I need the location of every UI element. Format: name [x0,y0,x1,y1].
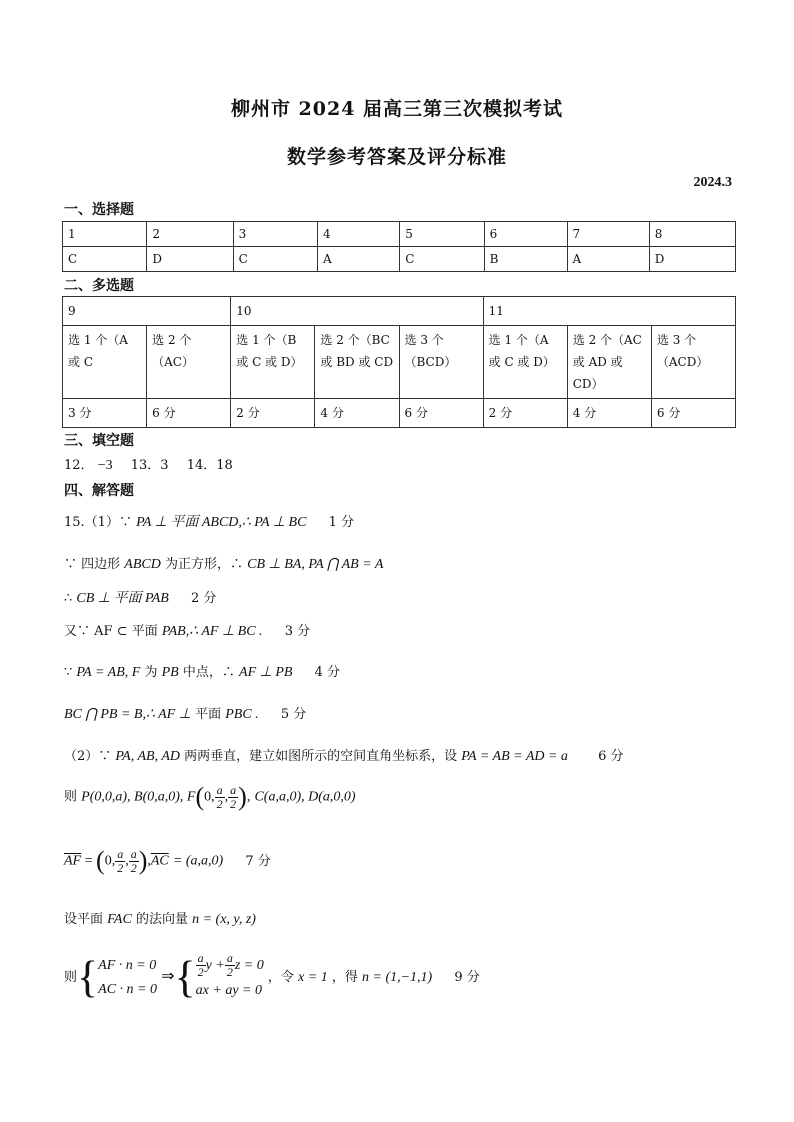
fill-q13-answer: 13．3 [130,458,169,473]
table-cell: 选 3 个（ACD） [651,326,735,399]
table-row [63,297,736,326]
table-row [63,326,736,399]
math: PA, AB, AD [115,749,180,764]
left-brace-icon: { [174,952,196,1002]
exam-date: 2024.3 [693,175,732,190]
table-cell: D [147,247,233,272]
table-cell: 选 1 个（A 或 C [63,326,147,399]
math: P(0,0,a), B(0,a,0), F [81,789,196,805]
table-cell: 3 [233,222,317,247]
left-paren-icon: ( [195,782,205,811]
math: C(a,a,0), D(a,0,0) [254,789,356,805]
table-cell: 10 [231,297,483,326]
text: 的法向量 [135,912,188,927]
text: 为正方形，∴ [164,557,243,572]
math: CB ⊥ BA, PA ⋂ AB = A [247,557,384,572]
table-cell: C [233,247,317,272]
math: PAB,∴ AF ⊥ BC . [161,624,263,639]
table-cell: 选 2 个（AC） [147,326,231,399]
table-cell: A [318,247,400,272]
math: x = 1 [298,970,328,985]
math: n = (x, y, z) [192,912,256,927]
text: 15.（1）∵ [64,515,132,530]
exam-subtitle: 数学参考答案及评分标准 [286,146,507,168]
text: （2）∵ [64,749,112,764]
solution-line-5 [64,661,340,681]
math: AF ⊥ PB [239,665,293,680]
solution-line-4 [64,620,310,640]
equation-system-1 [98,954,157,1002]
math: PB [161,665,179,680]
points: 1 分 [328,515,354,530]
text: 又∵ AF ⊂ 平面 [64,624,158,639]
math: PA = AB, F [76,665,141,680]
table-cell: 7 [567,222,649,247]
vector-af: $\overline{AF}$ [64,853,82,869]
right-paren-icon: ) [138,846,148,875]
table-cell: C [63,247,147,272]
solution-line-9: $\overline{AF} = (0$, $\frac{a}{2}$ , $\frac{a}{2}$ )$,\overline{AC} = (a,a,0)$ 7 分 [64,846,271,875]
text: 则 [64,970,78,985]
math: PA ⊥ 平面 ABCD,∴ PA ⊥ BC [136,515,307,530]
fill-answers [64,454,233,474]
points: 4 分 [314,665,340,680]
table-cell: 选 2 个（AC 或 AD 或 CD） [567,326,651,399]
text: 平面 [195,707,222,722]
table-row [63,222,736,247]
table-cell: 9 [63,297,231,326]
table-cell: 2 分 [483,399,567,428]
left-paren-icon: ( [96,846,105,875]
text: ∴ [64,591,73,606]
points: 6 分 [598,749,624,764]
math: BC ⋂ PB = B,∴ AF ⊥ [64,707,191,722]
text: ∵ [64,665,73,680]
table-cell: 8 [649,222,735,247]
table-cell: C [400,247,484,272]
section-choice-heading: 一、选择题 [64,202,134,218]
math: ax + ay = 0 [195,983,262,998]
math: PA = AB = AD = a [461,749,568,764]
section-fill-heading: 三、填空题 [64,433,134,449]
math: PBC . [225,707,259,722]
solution-line-1 [64,511,354,531]
implies-icon: ⇒ [161,968,175,985]
section-multi-heading: 二、多选题 [64,278,134,294]
table-cell: 3 分 [63,399,147,428]
points: 2 分 [191,591,217,606]
solution-line-11 [64,952,480,1003]
math: n = (1,−1,1) [362,970,433,985]
math: ABCD [124,557,161,572]
table-row [63,399,736,428]
vector-ac: $\overline{AC}$ [150,853,169,869]
table-cell: 4 分 [567,399,651,428]
choice-answer-table [62,221,736,272]
section-solution-heading: 四、解答题 [64,483,134,499]
table-cell: 1 [63,222,147,247]
table-cell: 6 [484,222,567,247]
math: z = 0 [234,958,264,973]
text: 为 [144,665,158,680]
table-cell: 选 3 个（BCD） [399,326,483,399]
exam-title: 柳州市 2024 届高三第三次模拟考试 [230,98,564,120]
table-cell: 5 [400,222,484,247]
math: y + [205,958,225,973]
text: 中点，∴ [182,665,235,680]
table-cell: 2 分 [231,399,315,428]
table-cell: 6 分 [399,399,483,428]
solution-line-8: 则 P(0,0,a), B(0,a,0), F(0, $\frac{a}{2}$ , $\frac{a}{2}$ ), C(a,a,0), D(a,0,0) [64,782,356,811]
fraction: $\frac{a}{2}$ [216,782,223,811]
table-cell: 选 1 个（A 或 C 或 D） [483,326,567,399]
table-cell: A [567,247,649,272]
math: CB ⊥ 平面 PAB [76,591,169,606]
table-cell: 4 分 [315,399,399,428]
fill-q14-answer: 14．18 [186,458,233,473]
math: = (a,a,0) [172,853,224,869]
solution-line-3 [64,587,216,607]
math: AF · n = 0 [98,957,157,973]
points: 3 分 [284,624,311,639]
text: 则 [64,789,78,805]
table-cell: 2 [147,222,233,247]
text: ∵ 四边形 [64,557,121,572]
table-cell: 选 1 个（B 或 C 或 D） [231,326,315,399]
text: 两两垂直，建立如图所示的空间直角坐标系，设 [184,749,458,764]
table-row [63,247,736,272]
points: 7 分 [245,853,271,869]
points: 5 分 [280,707,307,722]
table-cell: 4 [318,222,400,247]
fraction: $\frac{a}{2}$ [130,846,137,875]
points: 9 分 [454,970,480,985]
fill-q12-answer: −3 [97,458,113,473]
fraction: $\frac{a}{2}$ [230,782,237,811]
text: ，令 [267,970,294,985]
text: ，得 [331,970,358,985]
table-cell: 选 2 个（BC 或 BD 或 CD [315,326,399,399]
solution-line-10 [64,908,256,928]
table-cell: 11 [483,297,735,326]
table-cell: B [484,247,567,272]
solution-line-6 [64,703,306,723]
fill-q12-label: 12． [64,458,94,473]
text: 设平面 [64,912,104,927]
table-cell: 6 分 [147,399,231,428]
equation-system-2: $\frac{a}{2}$ y + $\frac{a}{2}$ z = 0 ax + ay = 0 [196,952,264,1003]
table-cell: D [649,247,735,272]
math: FAC [107,912,132,927]
fraction: $\frac{a}{2}$ [117,846,124,875]
table-cell: 6 分 [651,399,735,428]
math: AC · n = 0 [98,981,157,997]
left-brace-icon: { [77,952,99,1002]
right-paren-icon: ) [238,782,247,811]
solution-line-2 [64,553,383,573]
solution-line-7 [64,745,623,765]
multi-answer-table [62,296,736,428]
